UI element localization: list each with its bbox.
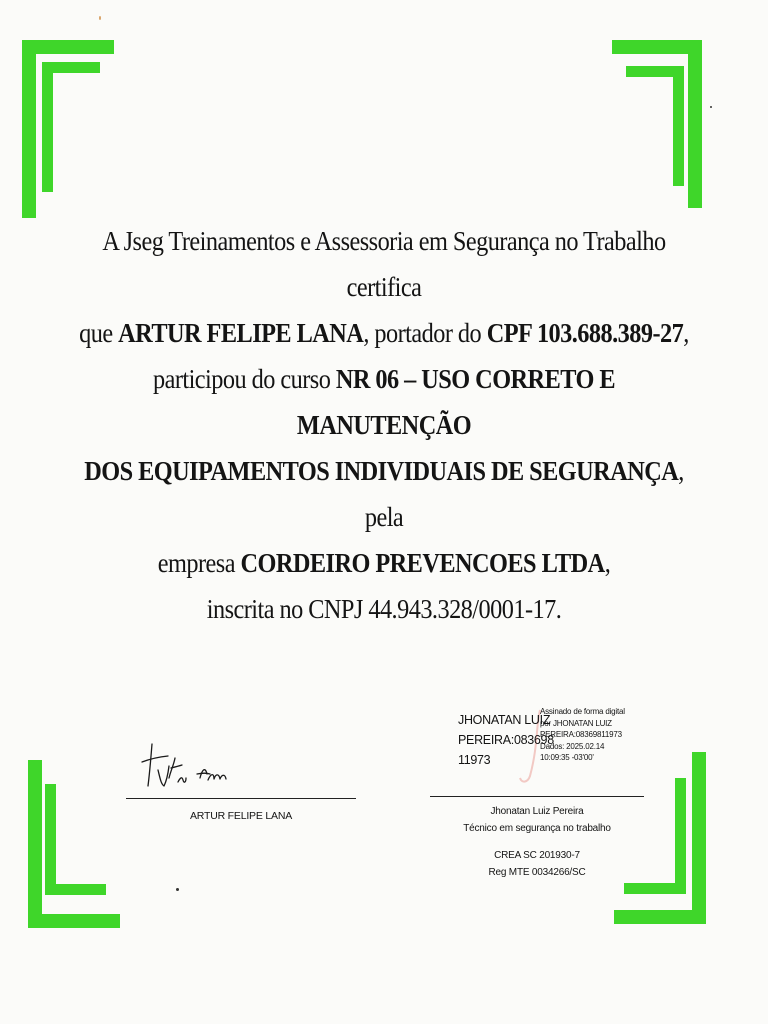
certificate-line-1: A Jseg Treinamentos e Assessoria em Segurança no Trabalho certifica	[102, 226, 666, 302]
instructor-reg: Reg MTE 0034266/SC	[488, 867, 586, 878]
scan-speck	[176, 888, 179, 891]
company-name: CORDEIRO PREVENCOES LTDA	[240, 548, 605, 578]
corner-outer-bracket	[612, 40, 702, 208]
instructor-title: Técnico em segurança no trabalho	[463, 823, 611, 834]
student-cpf: CPF 103.688.389-27	[486, 318, 684, 348]
digital-signature-details: Assinado de forma digital por JHONATAN LUIZ PEREIRA:08369811973 Dados: 2025.02.14 10:09:35 -03'00'	[540, 707, 625, 763]
instructor-signature-block	[430, 796, 644, 881]
student-name: ARTUR FELIPE LANA	[118, 318, 364, 348]
certificate-line-3: participou do curso NR 06 – USO CORRETO E MANUTENÇÃO	[152, 364, 616, 440]
handwritten-signature	[138, 740, 258, 792]
certificate-line-2: que ARTUR FELIPE LANA, portador do CPF 103.688.389-27,	[79, 318, 689, 348]
corner-inner-bracket	[42, 62, 100, 192]
instructor-signature-line	[430, 796, 644, 797]
corner-inner-bracket	[626, 66, 684, 186]
instructor-name: Jhonatan Luiz Pereira	[490, 806, 584, 817]
course-name-part-1: NR 06 – USO CORRETO E MANUTENÇÃO	[296, 364, 616, 440]
frame-corner-top-left	[22, 40, 122, 220]
digital-signer-name: JHONATAN LUIZ PEREIRA:083698 11973	[458, 713, 554, 767]
scan-speck	[99, 16, 101, 20]
scan-speck	[710, 106, 712, 108]
instructor-crea: CREA SC 201930-7	[494, 850, 580, 861]
company-cnpj: inscrita no CNPJ 44.943.328/0001-17.	[206, 594, 562, 624]
course-name-part-2: DOS EQUIPAMENTOS INDIVIDUAIS DE SEGURANÇA	[84, 456, 679, 486]
frame-corner-bottom-left	[28, 760, 128, 940]
corner-inner-bracket	[45, 784, 106, 895]
certificate-line-6	[74, 586, 693, 632]
corner-outer-bracket	[28, 760, 120, 928]
certificate-line-5: empresa CORDEIRO PREVENCOES LTDA,	[157, 548, 611, 578]
certificate-line-4: DOS EQUIPAMENTOS INDIVIDUAIS DE SEGURANÇA, pela	[84, 456, 684, 532]
frame-corner-top-right	[606, 38, 706, 218]
student-signature-name: ARTUR FELIPE LANA	[189, 810, 293, 822]
student-signature-block	[126, 740, 356, 822]
student-signature-line	[126, 798, 356, 799]
certificate-body	[74, 218, 693, 632]
